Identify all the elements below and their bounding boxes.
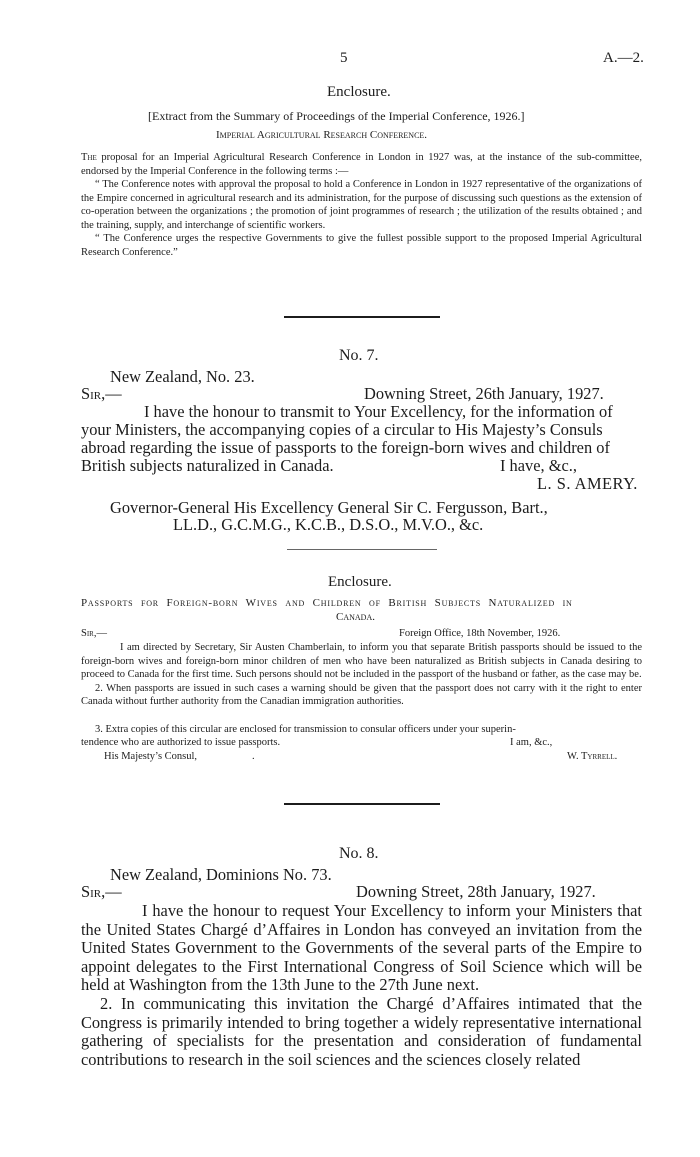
place-date: Downing Street, 26th January, 1927. (364, 384, 604, 403)
salutation: Sir,— (81, 882, 122, 901)
dispatch-body (81, 902, 642, 1069)
paragraph: “ The Conference notes with approval the proposal to hold a Conference in London in 1927 representative of the organizations of the Empire concerned in agricultural research and its administration, for the purpose of discussing such questions as the extension of co-operation between the organizations ; the promotion of joint programmes of research ; the utilization of the results obtained ; and the training, supply, and interchange of scientific workers. (81, 179, 642, 231)
enclosure-title: Enclosure. (327, 84, 391, 100)
section-divider (287, 549, 437, 550)
paragraph (81, 151, 642, 178)
paragraph-text: proposal for an Imperial Agricultural Research Conference in London in 1927 was, at the instance of the sub-committee, endorsed by the Imperial Conference in the following terms :— (81, 152, 642, 177)
paragraph: I am directed by Secretary, Sir Austen Chamberlain, to inform you that separate British passports should be issued to the foreign-born wives and foreign-born minor children of men who have been naturalized as British subjects in Canada desiring to proceed to Canada for the first time. Such persons should not be included in the passport of the husband or father, as the case may be. (81, 642, 642, 680)
signature: W. Tyrrell. (567, 751, 618, 762)
closing: I am, &c., (510, 737, 553, 748)
section-heading: Imperial Agricultural Research Conference. (216, 129, 428, 141)
paragraph: “ The Conference urges the respective Governments to give the fullest possible support to the proposed Imperial Agricultural Research Conference.” (81, 233, 642, 258)
body-line: abroad regarding the issue of passports to the foreign-born wives and children of (81, 438, 610, 457)
enclosure-title: Enclosure. (328, 574, 392, 590)
document-reference: A.—2. (603, 50, 644, 66)
dispatch-number: No. 8. (339, 845, 379, 862)
paragraph-line: 3. Extra copies of this circular are enclosed for transmission to consular officers under your superin- (95, 724, 516, 735)
section-divider (284, 316, 440, 318)
paragraph-lead: The (81, 152, 97, 163)
closing: I have, &c., (500, 456, 577, 475)
stray-dot: . (252, 751, 255, 762)
enclosure-body (81, 151, 642, 259)
body-line: I have the honour to transmit to Your Excellency, for the information of (144, 402, 613, 421)
addressee: Governor-General His Excellency General Sir C. Fergusson, Bart., (110, 498, 548, 517)
addressee: LL.D., G.C.M.G., K.C.B., D.S.O., M.V.O., &c. (173, 515, 484, 534)
enclosure-body (81, 641, 642, 709)
section-divider (284, 803, 440, 805)
paragraph: 2. When passports are issued in such cases a warning should be given that the passport does not carry with it the right to enter Canada without further authority from the Canadian immigration authorities. (81, 682, 642, 707)
place-date: Downing Street, 28th January, 1927. (356, 882, 596, 901)
body-line: British subjects naturalized in Canada. (81, 456, 334, 475)
paragraph: I have the honour to request Your Excellency to inform your Ministers that the United States Chargé d’Affaires in London has conveyed an invitation from the United States Government to the Governments of the several parts of the Empire to appoint delegates to the First International Congress of Soil Science which will be held at Washington from the 13th June to the 27th June next. (81, 901, 642, 995)
paragraph-line: tendence who are authorized to issue passports. (81, 737, 281, 748)
paragraph: 2. In communicating this invitation the Chargé d’Affaires intimated that the Congress is primarily intended to bring together a widely representative international gathering of specialists for the presentation and consideration of fundamental contributions to research in the soil sciences and the sciences closely related (81, 993, 642, 1069)
place-date: Foreign Office, 18th November, 1926. (399, 628, 561, 639)
page-number: 5 (340, 50, 348, 66)
section-heading: Canada. (336, 611, 375, 623)
dispatch-reference: New Zealand, Dominions No. 73. (110, 865, 332, 884)
section-heading: Passports for Foreign-born Wives and Children of British Subjects Naturalized in (81, 597, 573, 609)
signature: L. S. AMERY. (537, 474, 638, 493)
salutation: Sir,— (81, 628, 107, 639)
body-line: your Ministers, the accompanying copies of a circular to His Majesty’s Consuls (81, 420, 603, 439)
extract-line: [Extract from the Summary of Proceedings of the Imperial Conference, 1926.] (148, 109, 525, 123)
dispatch-number: No. 7. (339, 347, 379, 364)
salutation: Sir,— (81, 384, 122, 403)
addressee: His Majesty’s Consul, (104, 751, 198, 762)
dispatch-reference: New Zealand, No. 23. (110, 367, 255, 386)
